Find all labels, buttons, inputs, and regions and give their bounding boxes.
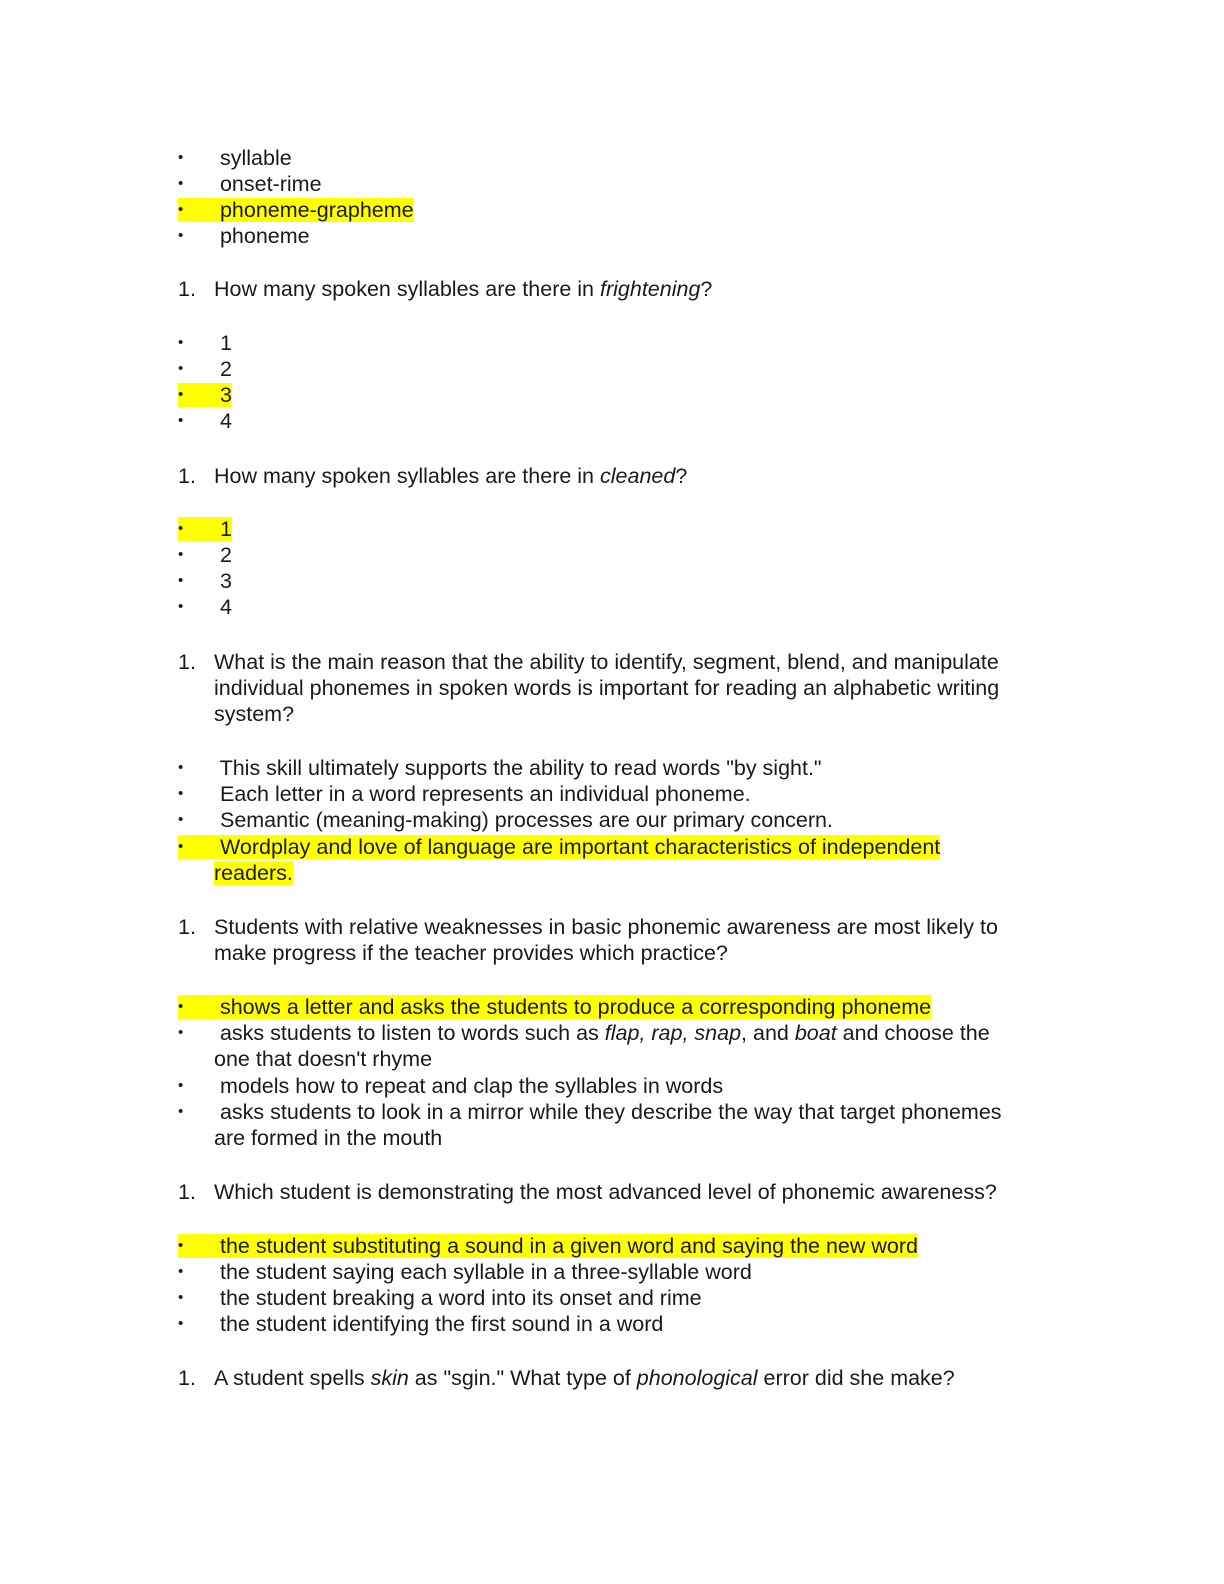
bullet-icon: • [178,785,184,802]
text-run: A student spells [214,1366,371,1390]
text-run: the student saying each syllable in a three-syllable word [214,1260,752,1284]
line-text [214,331,232,355]
line-text [214,357,232,381]
highlight-marker [178,198,214,222]
answer-option [214,542,232,568]
answer-option [214,1099,1002,1125]
line-text [214,1047,432,1071]
line-text [214,1100,1002,1124]
text-continuation [214,860,293,886]
text-run: 3 [214,569,232,593]
text-run: Wordplay and love of language are important characteristics of independent [214,835,941,859]
text-run: models how to repeat and clap the syllables in words [214,1074,724,1098]
answer-option [214,594,232,620]
highlighted-answer [214,383,232,407]
answer-option [214,516,232,542]
text-run: asks students to look in a mirror while they describe the way that target phonemes [214,1100,1002,1124]
bullet-icon: • [178,1263,184,1280]
bullet-icon: • [178,546,184,563]
text-run: 1 [214,331,232,355]
text-run: individual phonemes in spoken words is important for reading an alphabetic writing [214,676,1000,700]
text-run: ? [700,277,713,301]
line-text [214,1180,997,1204]
answer-option [214,1311,663,1337]
question-text [214,1179,997,1205]
text-run: Which student is demonstrating the most advanced level of phonemic awareness? [214,1180,997,1204]
question-text [214,1365,955,1391]
answer-option [214,171,322,197]
answer-option [214,834,940,860]
answer-option [214,994,931,1020]
bullet-icon: • [178,811,184,828]
text-run: system? [214,702,295,726]
bullet-icon: • [178,598,184,615]
text-continuation [214,1046,432,1072]
bullet-icon: • [178,998,184,1015]
line-text [214,543,232,567]
line-text [214,915,998,939]
highlighted-answer [214,517,232,541]
line-text [214,464,687,488]
answer-option [214,807,833,833]
text-run: readers. [214,861,293,885]
line-text [214,782,751,806]
line-text [214,1286,702,1310]
list-number: 1. [178,915,196,939]
line-text [214,1366,955,1390]
question-text [214,276,712,302]
line-text [214,702,294,726]
answer-option [214,408,232,434]
question-text [214,463,687,489]
answer-option [214,382,232,408]
answer-option [214,1259,752,1285]
answer-option [214,197,414,223]
highlighted-answer [214,835,940,859]
line-text [214,146,292,170]
line-text [214,1260,752,1284]
list-number: 1. [178,1180,196,1204]
text-run: Semantic (meaning-making) processes are our primary concern. [214,808,833,832]
highlighted-answer [214,1234,918,1258]
text-run: Each letter in a word represents an individual phoneme. [214,782,751,806]
text-run: onset-rime [214,172,322,196]
text-run: , and [741,1021,795,1045]
text-continuation [214,675,999,701]
highlighted-answer [214,198,414,222]
line-text [214,224,310,248]
text-run: one that doesn't rhyme [214,1047,433,1071]
list-number: 1. [178,650,196,674]
question-text [214,649,999,675]
bullet-icon: • [178,412,184,429]
bullet-icon: • [178,1103,184,1120]
text-run: 2 [214,357,232,381]
line-text [214,1312,663,1336]
bullet-icon: • [178,572,184,589]
answer-option [214,145,292,171]
line-text [214,650,999,674]
text-run: What is the main reason that the ability to identify, segment, blend, and manipulate [214,650,999,674]
text-run: the student identifying the first sound in a word [214,1312,664,1336]
highlight-marker [178,383,214,407]
question-text [214,914,998,940]
italic-term: flap, rap, snap [604,1021,742,1045]
answer-option [214,330,232,356]
line-text [214,1021,990,1045]
line-text [214,595,232,619]
text-run: shows a letter and asks the students to produce a corresponding phoneme [214,995,932,1019]
line-text [214,409,232,433]
bullet-icon: • [178,1315,184,1332]
text-continuation [214,1125,442,1151]
answer-option [214,223,310,249]
text-run: This skill ultimately supports the ability to read words "by sight." [214,756,822,780]
text-run: 1 [214,517,232,541]
text-run: ? [675,464,688,488]
bullet-icon: • [178,759,184,776]
text-run: How many spoken syllables are there in [214,277,600,301]
highlight-marker [178,835,214,859]
text-run: the student breaking a word into its onset and rime [214,1286,702,1310]
bullet-icon: • [178,386,184,403]
text-run: phoneme [214,224,310,248]
answer-option [214,781,751,807]
bullet-icon: • [178,334,184,351]
text-run: How many spoken syllables are there in [214,464,600,488]
italic-term: boat [794,1021,837,1045]
list-number: 1. [178,277,196,301]
text-run: the student substituting a sound in a given word and saying the new word [214,1234,918,1258]
highlight-marker [178,995,214,1019]
bullet-icon: • [178,1289,184,1306]
bullet-icon: • [178,520,184,537]
text-run: are formed in the mouth [214,1126,443,1150]
bullet-icon: • [178,175,184,192]
text-continuation [214,940,728,966]
bullet-icon: • [178,1024,184,1041]
italic-term: frightening [600,277,701,301]
answer-option [214,356,232,382]
text-run: Students with relative weaknesses in basic phonemic awareness are most likely to [214,915,998,939]
answer-option [214,1233,918,1259]
text-run: phoneme-grapheme [214,198,414,222]
line-text [214,569,232,593]
text-run: 3 [214,383,232,407]
text-run: 4 [214,595,232,619]
bullet-icon: • [178,149,184,166]
text-run: as "sgin." What type of [408,1366,637,1390]
line-text [214,1126,442,1150]
answer-option [214,1285,702,1311]
highlighted-answer [214,861,293,885]
line-text [214,941,728,965]
answer-option [214,1020,990,1046]
italic-term: phonological [636,1366,758,1390]
answer-option [214,568,232,594]
text-run: error did she make? [757,1366,955,1390]
line-text [214,1074,723,1098]
italic-term: cleaned [600,464,676,488]
line-text [214,277,712,301]
bullet-icon: • [178,360,184,377]
text-run: 4 [214,409,232,433]
bullet-icon: • [178,838,184,855]
text-run: asks students to listen to words such as [214,1021,605,1045]
text-continuation [214,701,294,727]
bullet-icon: • [178,1237,184,1254]
line-text [214,808,833,832]
text-run: syllable [214,146,292,170]
italic-term: skin [370,1366,409,1390]
list-number: 1. [178,1366,196,1390]
highlight-marker [178,1234,214,1258]
bullet-icon: • [178,1077,184,1094]
bullet-icon: • [178,201,184,218]
answer-option [214,1073,723,1099]
text-run: make progress if the teacher provides which practice? [214,941,728,965]
highlight-marker [178,517,214,541]
bullet-icon: • [178,227,184,244]
text-run: and choose the [836,1021,990,1045]
line-text [214,676,999,700]
text-run: 2 [214,543,232,567]
line-text [214,756,822,780]
line-text [214,172,322,196]
answer-option [214,755,822,781]
list-number: 1. [178,464,196,488]
highlighted-answer [214,995,931,1019]
